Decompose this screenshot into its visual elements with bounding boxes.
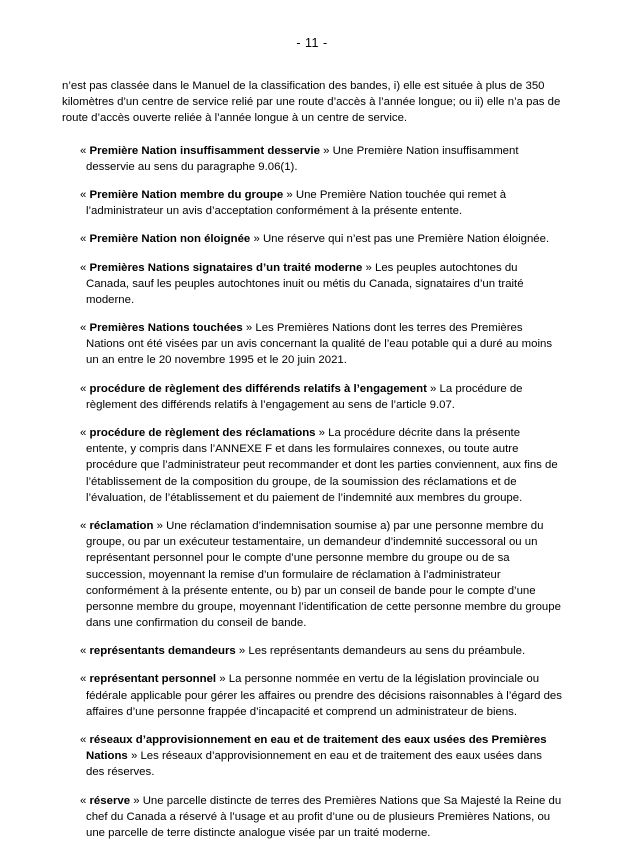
paragraph-text: « (80, 382, 90, 395)
paragraph-text: « (80, 645, 90, 658)
paragraph-text: « (80, 427, 90, 439)
paragraph-text: » Les Premières Nations dont les terres des Premières Nations ont été visées par un avis concernant la qualité de l’eau potable qui a duré au moins un an entre le 20 novembre 1995 et le 20 juin 2021. (86, 322, 553, 367)
paragraph-p-reseaux-approvisionnement (62, 732, 562, 781)
paragraph-p-reclamation (62, 518, 562, 631)
defined-term: Première Nation non éloignée (89, 233, 251, 246)
defined-term: procédure de règlement des réclamations (89, 427, 316, 439)
paragraph-text: » Une parcelle distincte de terres des Premières Nations que Sa Majesté la Reine du chef du Canada a réservé à l’usage et au profit d’une ou de plusieurs Premières Nations, ou une parcelle de terre distincte analogue visée par un traité moderne. (86, 794, 562, 839)
paragraph-p-premiere-nation-insuffisamment-desservie (62, 143, 562, 175)
paragraph-text: » La personne nommée en vertu de la législation provinciale ou fédérale applicable pour gérer les affaires ou prendre des décisions raisonnables à l’égard des affaires d’une personne frappée d’incapacité et comprend un administrateur de biens. (86, 673, 562, 718)
paragraph-p-representant-personnel (62, 671, 562, 720)
paragraph-p-intro (62, 78, 562, 127)
paragraph-text: « (80, 519, 90, 532)
paragraph-p-premieres-nations-touchees (62, 320, 562, 369)
document-body (62, 50, 562, 841)
defined-term: procédure de règlement des différends relatifs à l’engagement (89, 382, 427, 395)
paragraph-p-procedure-reglement-differends (62, 381, 562, 413)
defined-term: Premières Nations signataires d’un traité moderne (89, 261, 363, 274)
defined-term: Premières Nations touchées (89, 322, 243, 335)
paragraph-p-procedure-reglement-reclamations (62, 425, 562, 506)
paragraph-text: n’est pas classée dans le Manuel de la classification des bandes, i) elle est située à plus de 350 kilomètres d’un centre de service relié par une route d’accès à l’année longue; ou ii) elle n’a pas de route d’accès ouverte reliée à l’année longue à un centre de service. (62, 80, 561, 125)
paragraph-text: « (80, 794, 90, 807)
paragraph-p-premieres-nations-signataires (62, 260, 562, 309)
paragraph-text: « (80, 322, 90, 335)
defined-term: réserve (89, 794, 131, 807)
paragraph-text: » Une réserve qui n’est pas une Première Nation éloignée. (250, 233, 550, 246)
paragraph-p-reserve (62, 793, 562, 842)
defined-term: Première Nation insuffisamment desservie (89, 144, 320, 157)
defined-term: réclamation (89, 519, 154, 532)
paragraph-p-representants-demandeurs (62, 643, 562, 659)
paragraph-p-premiere-nation-membre-du-groupe (62, 187, 562, 219)
paragraph-text: « (80, 144, 90, 157)
paragraph-text: « (80, 261, 90, 274)
defined-term: Première Nation membre du groupe (89, 188, 284, 201)
page-number: - 11 - (296, 36, 328, 50)
paragraph-text: » Les représentants demandeurs au sens du préambule. (235, 645, 526, 658)
document-page (0, 36, 624, 844)
paragraph-text: « (80, 734, 90, 746)
paragraph-text: » Les peuples autochtones du Canada, sauf les peuples autochtones inuit ou métis du Canada, signataires d’un traité moderne. (86, 261, 524, 306)
paragraph-p-premiere-nation-non-eloignee (62, 231, 562, 247)
paragraph-text: « (80, 673, 90, 686)
paragraph-text: » Une Première Nation insuffisamment desservie au sens du paragraphe 9.06(1). (86, 144, 519, 173)
defined-term: réseaux d’approvisionnement en eau et de traitement des eaux usées des Premières Nations (86, 734, 547, 763)
paragraph-text: » La procédure de règlement des différends relatifs à l’engagement au sens de l’article 9.07. (86, 382, 523, 411)
paragraph-text: » Une réclamation d’indemnisation soumise a) par une personne membre du groupe, ou par un exécuteur testamentaire, un demandeur d’indemnité successoral ou un représentant personnel pour le compte d’une personne membre du groupe ou de sa succession, moyennant la remise d’un formulaire de réclamation à l’administrateur conformément à la présente entente, ou b) par un conseil de bande pour le compte d’une personne membre du groupe, moyennant l’identification de cette personne membre du groupe dans une confirmation du conseil de bande. (86, 519, 561, 630)
defined-term: représentants demandeurs (89, 645, 236, 658)
paragraph-text: » Une Première Nation touchée qui remet à l’administrateur un avis d’acceptation conformément à la présente entente. (86, 188, 507, 218)
defined-term: représentant personnel (89, 673, 217, 686)
paragraph-text: » Les réseaux d’approvisionnement en eau et de traitement des eaux usées dans des réserves. (86, 750, 542, 779)
paragraph-text: « (80, 188, 90, 201)
paragraph-text: « (80, 233, 90, 246)
paragraph-text: » La procédure décrite dans la présente entente, y compris dans l’ANNEXE F et dans les formulaires connexes, ou toute autre procédure que l’administrateur peut recommander et dont les parties conviennent, aux fins de l’établissement de la composition du groupe, de la soumission des réclamations et de l’évaluation, de l’établissement et du paiement de l’indemnité aux membres du groupe. (86, 427, 558, 504)
